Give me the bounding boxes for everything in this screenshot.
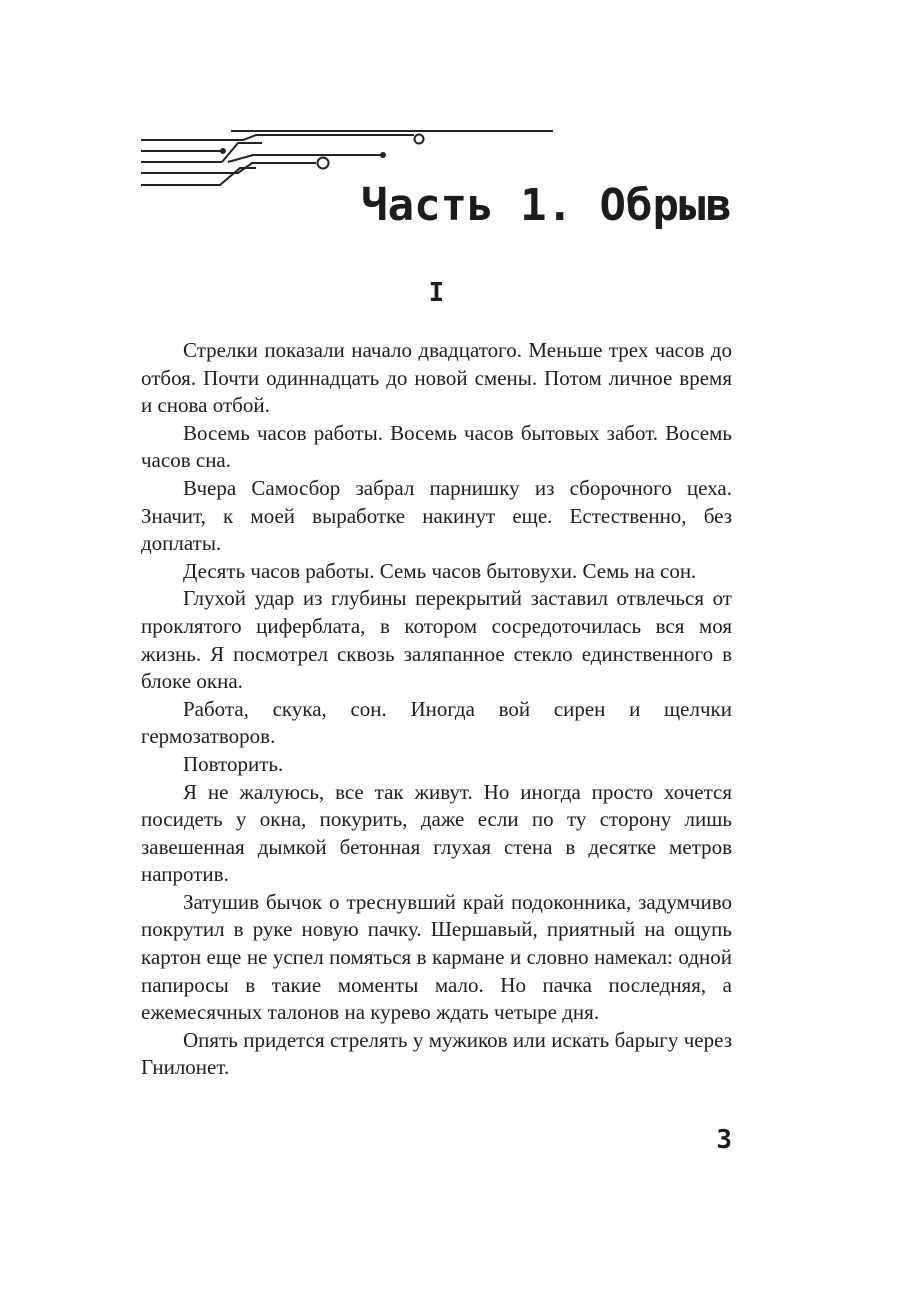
paragraph: Стрелки показали начало двадцатого. Меньше трех часов до отбоя. Почти одиннадцать до новой смены. Потом личное время и снова отбой. bbox=[141, 338, 732, 418]
paragraph: Повторить. bbox=[183, 751, 284, 776]
paragraph: Десять часов работы. Семь часов бытовухи. Семь на сон. bbox=[183, 558, 697, 583]
page-number: 3 bbox=[716, 1125, 732, 1155]
body-text bbox=[141, 337, 732, 1082]
paragraph: Я не жалуюсь, все так живут. Но иногда просто хочется посидеть у окна, покурить, даже если по ту сторону лишь завешенная дымкой бетонная глухая стена в десятке метров напротив. bbox=[141, 779, 732, 887]
paragraph: Глухой удар из глубины перекрытий заставил отвлечься от проклятого циферблата, в котором сосредоточилась вся моя жизнь. Я посмотрел сквозь заляпанное стекло единственного в блоке окна. bbox=[141, 586, 732, 694]
paragraph: Работа, скука, сон. Иногда вой сирен и щелчки гермозатворов. bbox=[141, 696, 732, 749]
circuit-ornament bbox=[0, 0, 560, 195]
paragraph: Вчера Самосбор забрал парнишку из сборочного цеха. Значит, к моей выработке накинут еще. Естественно, без доплаты. bbox=[141, 475, 732, 556]
paragraph: Опять придется стрелять у мужиков или искать барыгу через Гнилонет. bbox=[141, 1027, 732, 1080]
part-title: Часть 1. Обрыв bbox=[361, 180, 732, 231]
paragraph: Затушив бычок о треснувший край подоконника, задумчиво покрутил в руке новую пачку. Шершавый, приятный на ощупь картон еще не успел помяться в кармане и словно намекал: одной папиросы в такие моменты мало. Но пачка последняя, а ежемесячных талонов на курево ждать четыре дня. bbox=[141, 889, 732, 1025]
chapter-number: I bbox=[428, 278, 445, 308]
paragraph: Восемь часов работы. Восемь часов бытовых забот. Восемь часов сна. bbox=[141, 420, 732, 473]
